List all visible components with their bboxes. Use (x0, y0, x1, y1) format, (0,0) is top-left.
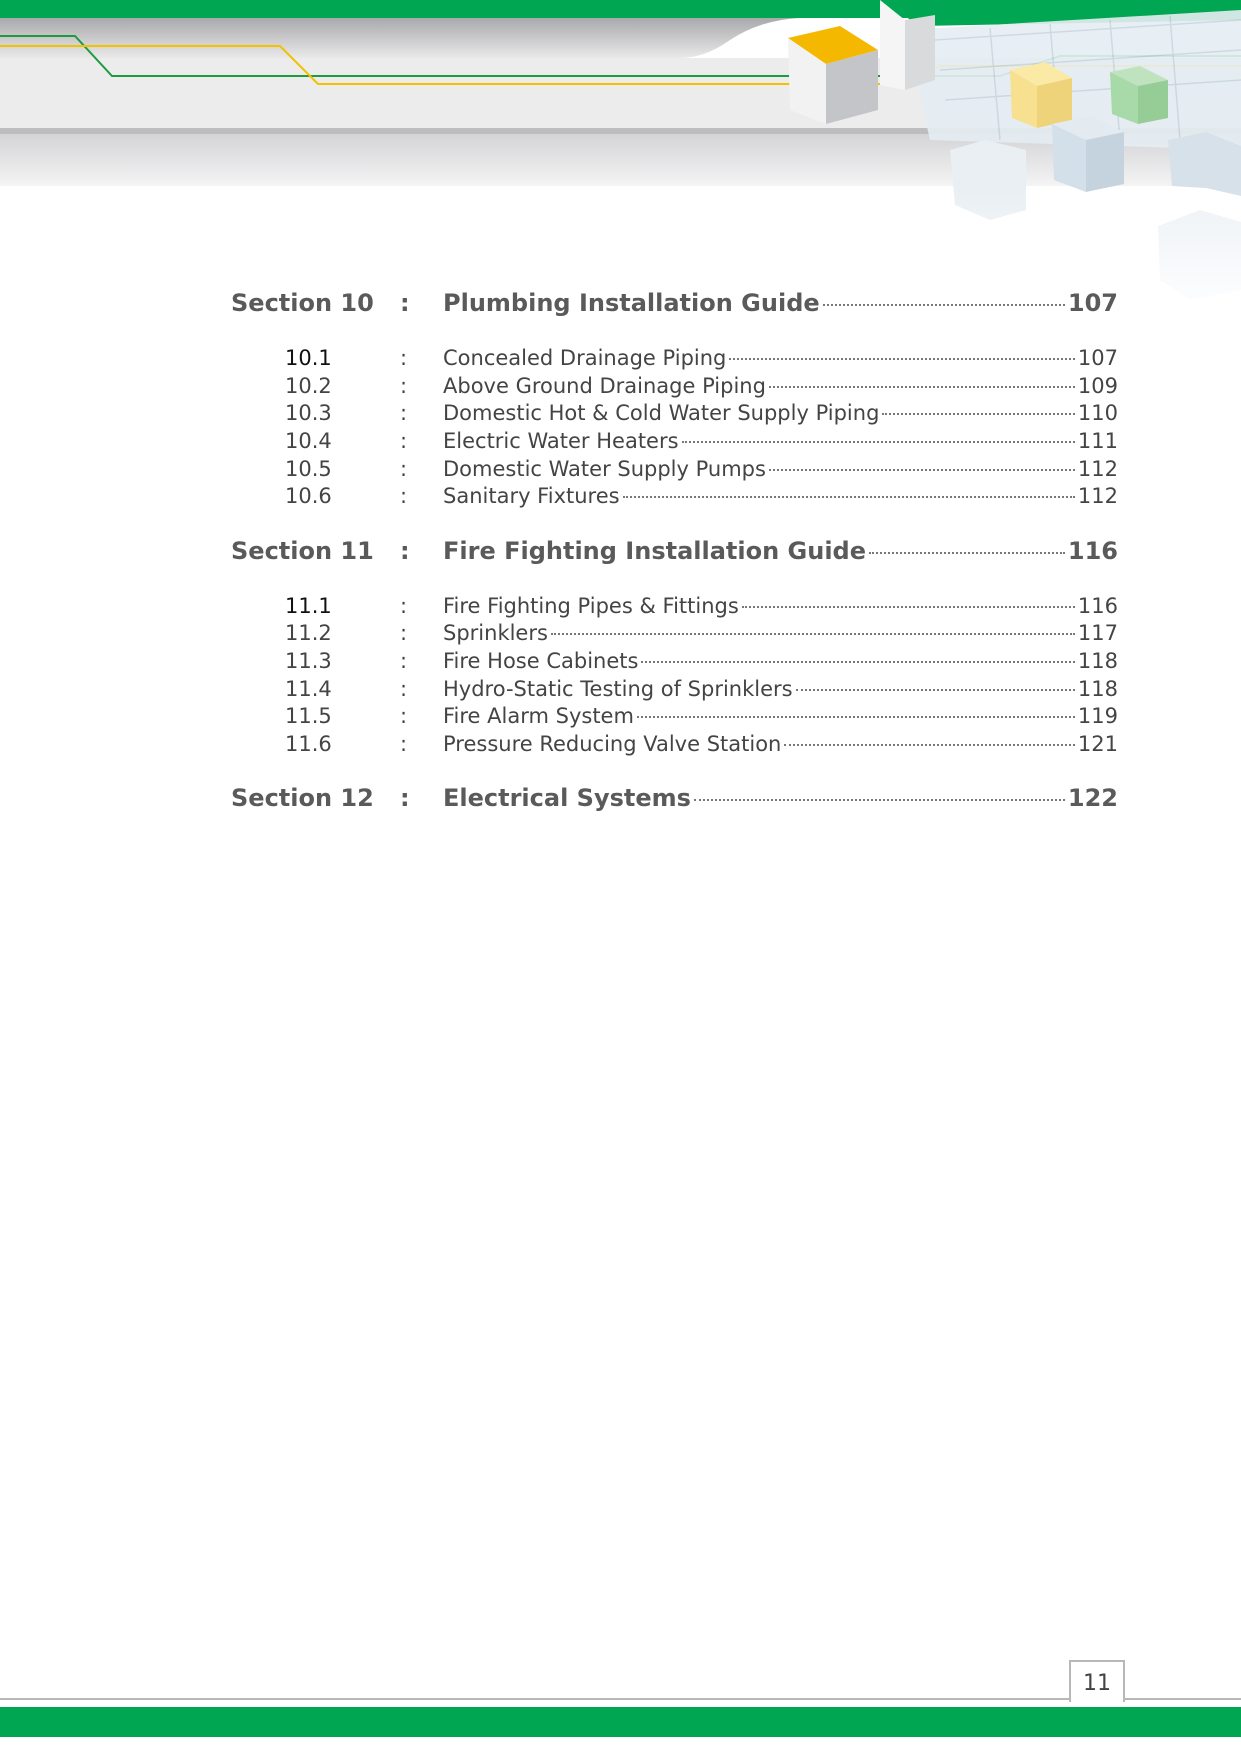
page-number: 119 (1077, 704, 1118, 728)
subsection-number: 10.3 (285, 401, 332, 425)
subsection-number: 11.6 (285, 732, 332, 756)
toc-subsection-row[interactable] (0, 429, 1241, 459)
dot-leader (784, 744, 1075, 746)
subsection-title: Hydro-Static Testing of Sprinklers (443, 677, 793, 701)
dot-leader (823, 304, 1065, 306)
toc-entry (443, 374, 1118, 398)
subsection-number: 11.1 (285, 594, 332, 618)
dot-leader (729, 358, 1075, 360)
dot-leader (694, 799, 1065, 801)
page-number: 110 (1077, 401, 1118, 425)
subsection-title: Domestic Hot & Cold Water Supply Piping (443, 401, 880, 425)
subsection-title: Domestic Water Supply Pumps (443, 457, 766, 481)
page-number: 107 (1077, 346, 1118, 370)
subsection-title: Sprinklers (443, 621, 548, 645)
toc-entry (443, 346, 1118, 370)
toc-subsection-row[interactable] (0, 621, 1241, 651)
dot-leader (623, 496, 1075, 498)
dot-leader (641, 661, 1074, 663)
page-number: 109 (1077, 374, 1118, 398)
toc-entry (443, 429, 1118, 453)
footer-divider (0, 1698, 1241, 1700)
subsection-number: 11.4 (285, 677, 332, 701)
subsection-title: Fire Fighting Pipes & Fittings (443, 594, 739, 618)
toc-subsection-row[interactable] (0, 457, 1241, 487)
toc-entry (443, 594, 1118, 618)
section-label: Section 12 (231, 784, 374, 812)
toc-subsection-row[interactable] (0, 374, 1241, 404)
page-number: 111 (1077, 429, 1118, 453)
dot-leader (869, 552, 1065, 554)
toc-entry (443, 677, 1118, 701)
subsection-title: Above Ground Drainage Piping (443, 374, 766, 398)
subsection-number: 10.4 (285, 429, 332, 453)
dot-leader (769, 469, 1075, 471)
subsection-number: 10.2 (285, 374, 332, 398)
subsection-title: Pressure Reducing Valve Station (443, 732, 782, 756)
page-number: 121 (1077, 732, 1118, 756)
subsection-title: Electric Water Heaters (443, 429, 679, 453)
toc-entry (443, 484, 1118, 508)
separator: : (400, 649, 408, 673)
separator: : (400, 457, 408, 481)
toc-entry (443, 401, 1118, 425)
separator: : (400, 677, 408, 701)
toc-entry (443, 621, 1118, 645)
toc-subsection-row[interactable] (0, 677, 1241, 707)
dot-leader (796, 689, 1075, 691)
subsection-title: Fire Hose Cabinets (443, 649, 639, 673)
header-banner (0, 0, 1241, 320)
toc-entry (443, 784, 1118, 812)
toc-subsection-row[interactable] (0, 704, 1241, 734)
toc-entry (443, 649, 1118, 673)
page-number: 112 (1077, 484, 1118, 508)
toc-subsection-row[interactable] (0, 649, 1241, 679)
dot-leader (882, 413, 1075, 415)
section-title: Fire Fighting Installation Guide (443, 537, 867, 565)
separator: : (400, 346, 408, 370)
subsection-title: Fire Alarm System (443, 704, 634, 728)
toc-section-row[interactable] (0, 784, 1241, 814)
subsection-number: 11.5 (285, 704, 332, 728)
separator: : (400, 484, 408, 508)
subsection-number: 11.2 (285, 621, 332, 645)
toc-entry (443, 457, 1118, 481)
toc-subsection-row[interactable] (0, 484, 1241, 514)
subsection-number: 10.5 (285, 457, 332, 481)
separator: : (400, 374, 408, 398)
toc-entry (443, 537, 1118, 565)
section-label: Section 10 (231, 289, 374, 317)
page-number: 107 (1067, 289, 1118, 317)
page-number-box: 11 (1069, 1660, 1125, 1702)
toc-entry (443, 289, 1118, 317)
page-number: 118 (1077, 649, 1118, 673)
toc-subsection-row[interactable] (0, 401, 1241, 431)
subsection-number: 10.6 (285, 484, 332, 508)
separator: : (400, 784, 410, 812)
page-number: 112 (1077, 457, 1118, 481)
separator: : (400, 401, 408, 425)
toc-subsection-row[interactable] (0, 732, 1241, 762)
separator: : (400, 289, 410, 317)
dot-leader (682, 441, 1075, 443)
separator: : (400, 429, 408, 453)
section-label: Section 11 (231, 537, 374, 565)
dot-leader (551, 633, 1075, 635)
section-title: Electrical Systems (443, 784, 691, 812)
toc-entry (443, 704, 1118, 728)
separator: : (400, 621, 408, 645)
subsection-number: 11.3 (285, 649, 332, 673)
dot-leader (742, 606, 1075, 608)
page-number: 116 (1067, 537, 1118, 565)
page-number: 116 (1077, 594, 1118, 618)
separator: : (400, 594, 408, 618)
dot-leader (769, 386, 1075, 388)
page-number: 117 (1077, 621, 1118, 645)
toc-section-row[interactable] (0, 537, 1241, 567)
separator: : (400, 704, 408, 728)
dot-leader (637, 716, 1075, 718)
toc-section-row[interactable] (0, 289, 1241, 319)
footer-green-bar (0, 1707, 1241, 1737)
section-title: Plumbing Installation Guide (443, 289, 820, 317)
page-number: 118 (1077, 677, 1118, 701)
toc-subsection-row[interactable] (0, 594, 1241, 624)
toc-entry (443, 732, 1118, 756)
subsection-title: Concealed Drainage Piping (443, 346, 727, 370)
subsection-number: 10.1 (285, 346, 332, 370)
separator: : (400, 732, 408, 756)
separator: : (400, 537, 410, 565)
subsection-title: Sanitary Fixtures (443, 484, 620, 508)
page-number: 122 (1067, 784, 1118, 812)
toc-subsection-row[interactable] (0, 346, 1241, 376)
